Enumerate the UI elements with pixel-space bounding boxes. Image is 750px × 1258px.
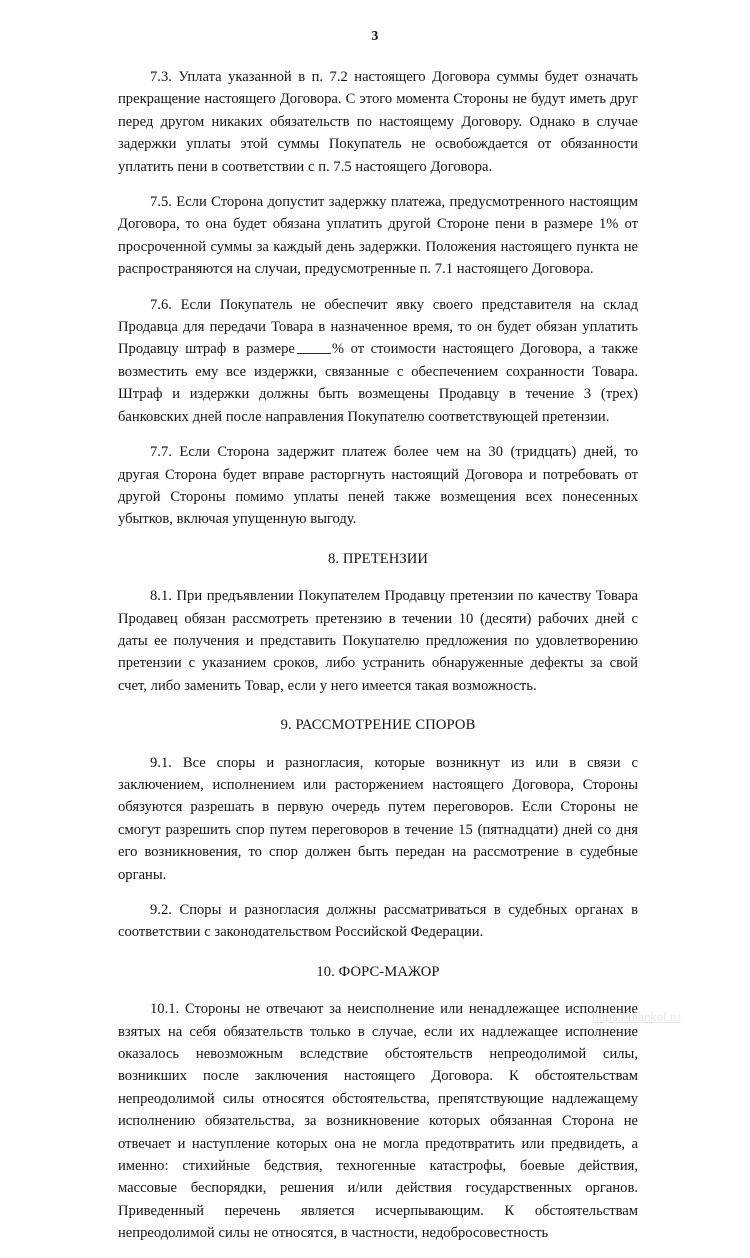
- section-heading-10-force-majeure: 10. ФОРС-МАЖОР: [316, 963, 440, 980]
- paragraph-7-5: 7.5. Если Сторона допустит задержку платежа, предусмотренного настоящим Договора, то она будет обязана уплатить другой Стороне пени в размере 1% от просроченной суммы за каждый день задержки. Положения настоящего пункта не распространяются на случаи, предусмотренные п. 7.1 настоящего Договора.: [118, 194, 638, 278]
- watermark-url: https://blankof.ru: [592, 1012, 681, 1024]
- paragraph-10-1: 10.1. Стороны не отвечают за неисполнение или ненадлежащее исполнение взятых на себя обязательств только в случае, если их надлежащее исполнение оказалось невозможным вследствие обстоятельств непреодолимой силы, возникших после заключения настоящего Договора. К обстоятельствам непреодолимой силы относятся обстоятельства, препятствующие надлежащему исполнению обязательства, за возникновение которых обязанная Сторона не отвечает и наступление которых она не могла предотвратить или предвидеть, а именно: стихийные бедствия, техногенные катастрофы, боевые действия, массовые беспорядки, решения и/или действия государственных органов. Приведенный перечень является исчерпывающим. К обстоятельствам непреодолимой силы не относятся, в частности, недобросовестность: [118, 1001, 638, 1242]
- paragraph-7-6-text-after-blank: % от стоимости настоящего Договора, а также возместить ему все издержки, связанные с обеспечением сохранности Товара. Штраф и издержки должны быть возмещены Продавцу в течение 3 (трех) банковских дней после направления Покупателю соответствующей претензии.: [118, 341, 638, 425]
- paragraph-7-3: 7.3. Уплата указанной в п. 7.2 настоящего Договора суммы будет означать прекращение настоящего Договора. С этого момента Стороны не будут иметь друг перед другом никаких обязательств по настоящему Договору. Однако в случае задержки уплаты этой суммы Покупатель не освобождается от обязанности уплатить пени в соответствии с п. 7.5 настоящего Договора.: [118, 69, 638, 175]
- section-heading-9-dispute-resolution: 9. РАССМОТРЕНИЕ СПОРОВ: [280, 717, 476, 734]
- section-heading-8-claims: 8. ПРЕТЕНЗИИ: [327, 550, 429, 567]
- paragraph-7-7: 7.7. Если Сторона задержит платеж более чем на 30 (тридцать) дней, то другая Сторона будет вправе расторгнуть настоящий Договора и потребовать от другой Стороны помимо уплаты пеней также возмещения всех понесенных убытков, включая упущенную выгоду.: [118, 444, 638, 528]
- percent-blank-field[interactable]: [297, 353, 331, 354]
- paragraph-9-1: 9.1. Все споры и разногласия, которые возникнут из или в связи с заключением, исполнением или расторжением настоящего Договора, Стороны обязуются разрешать в первую очередь путем переговоров. Если Стороны не смогут разрешить спор путем переговоров в течение 15 (пятнадцати) дней со дня его возникновения, то спор должен быть передан на рассмотрение в судебные органы.: [118, 754, 638, 883]
- page-number: 3: [371, 28, 379, 43]
- paragraph-9-2: 9.2. Споры и разногласия должны рассматриваться в судебных органах в соответствии с законодательством Российской Федерации.: [118, 902, 638, 941]
- paragraph-7-6: [118, 294, 638, 428]
- paragraph-7-6-text-before-blank: 7.6. Если Покупатель не обеспечит явку своего представителя на склад Продавца для передачи Товара в назначенное время, то он будет обязан уплатить Продавцу штраф в размере: [118, 296, 638, 358]
- document-body: [118, 66, 638, 1258]
- paragraph-8-1: 8.1. При предъявлении Покупателем Продавцу претензии по качеству Товара Продавец обязан рассмотреть претензию в течении 10 (десяти) рабочих дней с даты ее получения и представить Покупателю предложения по удовлетворению претензии с указанием сроков, либо устранить обнаруженные дефекты за свой счет, либо заменить Товар, если у него имеется такая возможность.: [118, 588, 638, 694]
